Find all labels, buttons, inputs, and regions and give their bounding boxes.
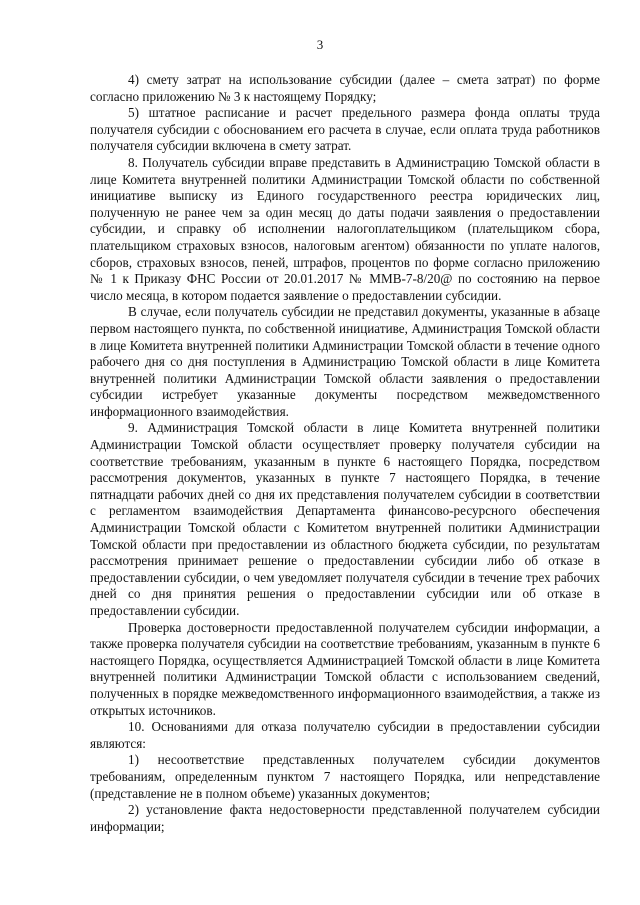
paragraph-item-5: 5) штатное расписание и расчет предельного размера фонда оплаты труда получателя субсидии с обоснованием его расчета в случае, если оплата труда работников получателя субсидии включена в смету затрат. — [90, 105, 600, 154]
page-number: 3 — [316, 37, 324, 52]
paragraph-clause-10-item-2: 2) установление факта недостоверности представленной получателем субсидии информации; — [90, 802, 600, 834]
paragraph-item-4: 4) смету затрат на использование субсидии (далее – смета затрат) по форме согласно приложению № 3 к настоящему Порядку; — [90, 72, 600, 104]
paragraph-clause-9: 9. Администрация Томской области в лице Комитета внутренней политики Администрации Томской области осуществляет проверку получателя субсидии на соответствие требованиям, указанным в пункте 6 настоящего Порядка, посредством рассмотрения документов, указанных в пункте 7 настоящего Порядка, в течение пятнадцати рабочих дней со дня их представления получателем субсидии в соответствии с регламентом взаимодействия Департамента финансово-ресурсного обеспечения Администрации Томской области с Комитетом внутренней политики Администрации Томской области при предоставлении из областного бюджета субсидии, по результатам рассмотрения принимает решение о предоставлении субсидии либо об отказе в предоставлении субсидии, о чем уведомляет получателя субсидии в течение трех рабочих дней со дня принятия решения о предоставлении субсидии или об отказе в предоставлении субсидии. — [90, 420, 600, 618]
paragraph-clause-9-continuation: Проверка достоверности предоставленной получателем субсидии информации, а также проверка получателя субсидии на соответствие требованиям, указанным в пункте 6 настоящего Порядка, осуществляется Администрацией Томской области в лице Комитета внутренней политики Администрации Томской области с использованием сведений, полученных в порядке межведомственного информационного взаимодействия, а также из открытых источников. — [90, 619, 600, 718]
paragraph-clause-8-continuation: В случае, если получатель субсидии не представил документы, указанные в абзаце первом настоящего пункта, по собственной инициативе, Администрация Томской области в лице Комитета внутренней политики Администрации Томской области в течение одного рабочего дня со дня поступления в Администрацию Томской области в лице Комитета внутренней политики Администрации Томской области заявления о предоставлении субсидии истребует указанные документы посредством межведомственного информационного взаимодействия. — [90, 304, 600, 419]
paragraph-clause-10-item-1: 1) несоответствие представленных получателем субсидии документов требованиям, определенным пунктом 7 настоящего Порядка, или непредставление (представление не в полном объеме) указанных документов; — [90, 752, 600, 801]
paragraph-clause-10: 10. Основаниями для отказа получателю субсидии в предоставлении субсидии являются: — [90, 719, 600, 751]
paragraph-clause-8: 8. Получатель субсидии вправе представить в Администрацию Томской области в лице Комитета внутренней политики Администрации Томской области по собственной инициативе выписку из Единого государственного реестра юридических лиц, полученную не ранее чем за один месяц до даты подачи заявления о предоставлении субсидии, и справку об исполнении налогоплательщиком (плательщиком сбора, плательщиком страховых взносов, налоговым агентом) обязанности по уплате налогов, сборов, страховых взносов, пеней, штрафов, процентов по форме согласно приложению № 1 к Приказу ФНС России от 20.01.2017 № ММВ-7-8/20@ по состоянию на первое число месяца, в котором подается заявление о предоставлении субсидии. — [90, 154, 600, 303]
document-body — [90, 72, 600, 835]
